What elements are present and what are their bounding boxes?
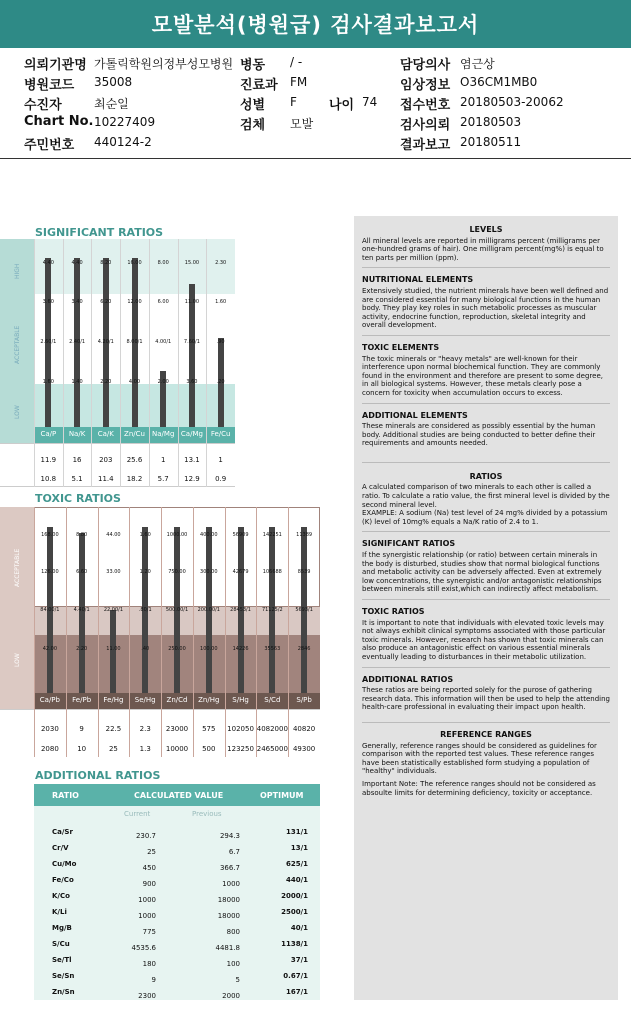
marker-label: 33.00	[106, 569, 121, 575]
marker-label: 1.60	[42, 379, 54, 385]
marker-label: 4.40/1	[73, 607, 90, 613]
age-value: 74	[362, 95, 378, 109]
marker-label: 250.00	[168, 646, 186, 652]
marker-label: 2.40/1	[69, 339, 86, 345]
ratio-label: Mg/B	[52, 924, 72, 932]
receipt-label: 접수번호	[400, 98, 451, 113]
toxic-ratios-text: It is important to note that individuals with elevated toxic levels may not always exhibit clinical symptoms associated with those particular toxic minerals. However, research has shown that toxic minerals can also produce an antagonistic effect on various essential minerals eventually leading to disturbances in their metabolic utilization.	[362, 618, 606, 661]
marker-label: 3.40	[71, 299, 83, 305]
previous-value: 1.3	[139, 745, 151, 753]
optimum-value: 13/1	[290, 844, 308, 852]
ratios-example: EXAMPLE: A sodium (Na) test level of 24 mg% divided by a potassium (K) level of 10mg% equals a Na/K ratio of 2.4 to 1.	[362, 509, 608, 526]
side-label: HIGH	[14, 263, 21, 279]
hospital-code-label: 병원코드	[24, 78, 75, 93]
reference-note: Important Note: The reference ranges should not be considered as absoulte limits for determining deficiency, toxicity or acceptance.	[362, 779, 596, 797]
significant-ratios-text: If the synergistic relationship (or ratio) between certain minerals in the body is disturbed, studies show that normal biological functions and metabolic activity can be adversely affected. Even at extremely low concentrations, the synergistic and/or antagonistic relationships between minerals still exist,which can indirectly affect metabolism.	[362, 551, 602, 594]
toxic-elements-heading: TOXIC ELEMENTS	[362, 342, 440, 352]
marker-label: 14226	[232, 646, 249, 652]
sex-value: F	[290, 95, 297, 109]
previous-value: 123250	[227, 745, 254, 753]
column-divider	[63, 239, 64, 487]
column-divider	[149, 239, 150, 487]
marker-label: 28453/1	[230, 607, 251, 613]
previous-value: 100	[226, 960, 240, 968]
current-value: 2030	[40, 725, 59, 733]
current-value: 180	[142, 960, 156, 968]
current-value: 16	[72, 456, 82, 464]
marker-label: 2.20	[100, 379, 112, 385]
previous-value: 0.9	[215, 475, 227, 483]
clinical-value: O36CM1MB0	[460, 75, 538, 89]
marker-label: 5693/1	[295, 607, 313, 613]
previous-value: 10000	[165, 745, 189, 753]
dept-value: FM	[290, 75, 308, 89]
marker-label: 16.00	[127, 260, 142, 266]
specimen-value: 모발	[290, 117, 314, 131]
significant-ratios-heading: SIGNIFICANT RATIOS	[362, 539, 456, 549]
side-label: ACCEPTABLE	[14, 325, 21, 364]
marker-label: .20	[216, 379, 225, 385]
dept-label: 진료과	[240, 78, 278, 93]
marker-label: 2.30	[215, 260, 227, 266]
column-label: Na/Mg	[152, 430, 175, 438]
previous-value: 366.7	[219, 864, 240, 872]
specimen-label: 검체	[240, 118, 266, 133]
previous-value: 18000	[217, 912, 240, 920]
previous-header: Previous	[192, 810, 222, 818]
additional-ratios-table	[34, 784, 320, 1000]
marker-label: 3.60	[42, 299, 54, 305]
doctor-value: 염근상	[460, 57, 495, 71]
optimum-value: 1138/1	[281, 940, 308, 948]
column-divider	[34, 507, 35, 757]
marker-label: 8.00/1	[126, 339, 143, 345]
column-divider	[34, 239, 35, 487]
resident-label: 주민번호	[24, 138, 75, 153]
column-divider	[161, 507, 162, 757]
marker-label: 300.00	[200, 569, 218, 575]
column-divider	[288, 507, 289, 757]
marker-label: 100.00	[200, 646, 218, 652]
request-value: 20180503	[460, 115, 522, 129]
marker-label: 8.20	[100, 260, 112, 266]
chart-no-label: Chart No.	[24, 114, 94, 129]
column-label: Fe/Hg	[103, 696, 124, 704]
current-value: 9	[79, 725, 84, 733]
previous-value: 11.4	[97, 475, 114, 483]
report-label: 결과보고	[400, 138, 451, 153]
marker-label: 7.60/1	[183, 339, 200, 345]
marker-label: 200.00/1	[197, 607, 220, 613]
current-value: 2.3	[139, 725, 151, 733]
toxic-ratios-heading: TOXIC RATIOS	[362, 607, 425, 616]
marker-label: 1.60	[139, 532, 151, 538]
column-label: Zn/Hg	[198, 696, 220, 704]
divider	[362, 335, 610, 336]
current-value: 40820	[292, 725, 316, 733]
table-header	[34, 784, 320, 806]
marker-label: 500.00/1	[165, 607, 189, 613]
previous-value: 18000	[217, 896, 240, 904]
ratio-label: Fe/Co	[52, 876, 74, 884]
current-value: 23000	[165, 725, 189, 733]
column-label: Ca/K	[97, 430, 114, 438]
report-title: 모발분석(병원급) 검사결과보고서	[0, 0, 631, 48]
previous-value: 800	[226, 928, 240, 936]
column-label: S/Pb	[296, 696, 312, 704]
marker-label: 4.00	[128, 379, 141, 385]
additional-elements-heading: ADDITIONAL ELEMENTS	[362, 410, 468, 420]
marker-label: 4.40	[71, 260, 83, 266]
previous-value: 6.7	[228, 848, 240, 856]
ratio-label: Zn/Sn	[52, 988, 75, 996]
nutritional-text: Extensively studied, the nutrient minerals have been well defined and are considered essential for many biological functions in the human body. They play key roles in such metabolic processes as muscular activity, endocrine function, reproduction, skeletal integrity and overall development.	[362, 286, 609, 330]
column-divider	[66, 507, 67, 757]
marker-label: 11.00	[184, 299, 200, 305]
column-label: Ca/P	[40, 430, 57, 438]
previous-value: 10.8	[40, 475, 57, 483]
divider	[362, 722, 610, 723]
report-value: 20180511	[460, 135, 522, 149]
divider	[362, 667, 610, 668]
optimum-value: 40/1	[290, 924, 308, 932]
current-value: 25	[147, 848, 156, 856]
ratio-label: K/Li	[52, 908, 67, 916]
doctor-label: 담당의사	[400, 58, 451, 73]
ratio-header: RATIO	[52, 791, 79, 800]
examinee-label: 수진자	[24, 98, 62, 113]
marker-label: 142251	[262, 532, 282, 538]
side-label: ACCEPTABLE	[14, 548, 21, 587]
divider	[0, 158, 631, 159]
ratio-label: K/Co	[52, 892, 70, 900]
marker-label: .40	[141, 646, 150, 652]
clinical-label: 임상정보	[400, 78, 451, 93]
column-divider	[91, 239, 92, 487]
current-value: 230.7	[135, 832, 156, 840]
previous-value: 5	[235, 976, 240, 984]
marker-label: 22.00/1	[103, 607, 124, 613]
previous-value: 2465000	[256, 745, 288, 753]
ratio-label: Cu/Mo	[52, 860, 77, 868]
marker-label: 1.40	[71, 379, 83, 385]
previous-value: 12.9	[184, 475, 200, 483]
marker-label: 2846	[297, 646, 311, 652]
marker-label: 750.00	[168, 569, 186, 575]
ratios-text: A calculated comparison of two minerals to each other is called a ratio. To calculate a ratio value, the first mineral level is divided by the second mineral level.	[362, 483, 610, 509]
marker-label: 84.00/1	[40, 607, 60, 613]
reference-text: Generally, reference ranges should be considered as guidelines for comparison with the reported test values. These reference ranges have been statistically established form studying a population of "healthy" individuals.	[362, 741, 597, 776]
additional-title: ADDITIONAL RATIOS	[35, 769, 161, 782]
column-label: Na/K	[68, 430, 86, 438]
optimum-value: 37/1	[290, 956, 308, 964]
optimum-value: 167/1	[285, 988, 308, 996]
previous-value: 49300	[292, 745, 316, 753]
marker-label: 1.20	[139, 569, 151, 575]
current-value: 775	[142, 928, 156, 936]
marker-label: 35563	[264, 646, 281, 652]
column-divider	[120, 239, 121, 487]
resident-value: 440124-2	[94, 135, 152, 149]
previous-value: 1000	[222, 880, 240, 888]
marker-label: 11389	[296, 532, 313, 538]
chart-no-value: 10227409	[94, 115, 156, 129]
marker-label: 6.00	[157, 299, 169, 305]
marker-label: 1.60	[215, 299, 227, 305]
column-divider	[193, 507, 194, 757]
marker-label: 4.20/1	[97, 339, 114, 345]
previous-value: 5.1	[71, 475, 83, 483]
column-divider	[256, 507, 257, 757]
marker-label: 4.40	[42, 260, 54, 266]
marker-label: 168.00	[41, 532, 59, 538]
column-label: Ca/Pb	[39, 696, 60, 704]
significant-title: SIGNIFICANT RATIOS	[35, 226, 164, 239]
previous-value: 500	[202, 745, 216, 753]
marker-label: 11.00	[106, 646, 121, 652]
ratio-bar	[189, 284, 195, 427]
optimum-value: 2000/1	[281, 892, 308, 900]
marker-label: 8.00	[157, 260, 169, 266]
ratios-heading: RATIOS	[469, 471, 503, 481]
marker-label: 2.00	[157, 379, 169, 385]
marker-label: 3.60	[186, 379, 198, 385]
optimum-value: 0.67/1	[283, 972, 308, 980]
column-label: Zn/Cu	[124, 430, 145, 438]
marker-label: 15.00	[184, 260, 200, 266]
current-value: 1	[218, 456, 223, 464]
institution-label: 의뢰기관명	[24, 58, 87, 73]
current-value: 900	[142, 880, 156, 888]
current-value: 203	[99, 456, 113, 464]
current-value: 25.6	[126, 456, 143, 464]
current-header: Current	[124, 810, 151, 818]
hospital-code-value: 35008	[94, 75, 133, 89]
divider	[362, 267, 610, 268]
optimum-value: 2500/1	[281, 908, 308, 916]
ratio-label: Se/Tl	[52, 956, 72, 964]
current-value: 13.1	[184, 456, 200, 464]
column-divider	[98, 507, 99, 757]
optimum-value: 131/1	[285, 828, 308, 836]
ratio-label: S/Cu	[52, 940, 70, 948]
marker-label: 44.00	[106, 532, 121, 538]
values-area	[0, 443, 235, 487]
reference-heading: REFERENCE RANGES	[440, 729, 532, 739]
previous-value: 18.2	[126, 475, 143, 483]
request-label: 검사의뢰	[400, 118, 451, 133]
column-label: Fe/Cu	[210, 430, 231, 438]
explanation-panel	[354, 216, 618, 1000]
current-value: 575	[202, 725, 216, 733]
levels-text: All mineral levels are reported in milligrams percent (milligrams per one-hundred grams of hair). One milligram percent(mg%) is equal to ten parts per million (ppm).	[362, 236, 604, 262]
current-value: 1000	[138, 896, 156, 904]
nutritional-heading: NUTRITIONAL ELEMENTS	[362, 275, 474, 285]
ward-value: / -	[290, 55, 303, 69]
current-value: 102050	[227, 725, 254, 733]
marker-label: .80/1	[138, 607, 152, 613]
previous-value: 5.7	[157, 475, 169, 483]
toxic-title: TOXIC RATIOS	[35, 492, 121, 505]
column-divider	[129, 507, 130, 757]
sex-label: 성별	[240, 98, 266, 113]
column-label: S/Cd	[264, 696, 281, 704]
marker-label: 8539	[297, 569, 311, 575]
divider	[362, 599, 610, 600]
side-label: LOW	[14, 653, 21, 667]
examinee-value: 최순일	[94, 97, 129, 111]
current-value: 9	[151, 976, 156, 984]
current-value: 4535.6	[131, 944, 156, 952]
column-label: Ca/Mg	[180, 430, 203, 438]
previous-value: 2000	[222, 992, 240, 1000]
current-value: 11.9	[40, 456, 57, 464]
marker-label: 71125/2	[261, 607, 283, 613]
additional-ratios-heading: ADDITIONAL RATIOS	[362, 674, 454, 684]
marker-label: 42.00	[42, 646, 58, 652]
divider	[362, 531, 610, 532]
marker-label: 2.60/1	[40, 339, 57, 345]
marker-label: 1000.00	[166, 532, 188, 538]
optimum-value: 625/1	[285, 860, 308, 868]
side-label: LOW	[14, 405, 21, 419]
current-value: 2300	[138, 992, 156, 1000]
current-value: 4082000	[256, 725, 288, 733]
divider	[362, 403, 610, 404]
column-divider	[225, 507, 226, 757]
additional-elements-text: These minerals are considered as possibly essential by the human body. Additional studies are being conducted to better define their requirements and amounts needed.	[362, 422, 596, 448]
marker-label: 106688	[262, 569, 282, 575]
marker-label: 4.00/1	[155, 339, 172, 345]
marker-label: 6.60	[76, 569, 88, 575]
toxic-elements-text: The toxic minerals or "heavy metals" are well-known for their interference upon normal biochemical function. They are commonly found in the environment and therefore are present to some degree, in all biological systems. However, these metals clearly pose a concern for toxicity when accumulation occurs to excess.	[362, 354, 603, 397]
current-value: 1000	[138, 912, 156, 920]
marker-label: .90	[216, 339, 225, 345]
marker-label: 2.20	[76, 646, 88, 652]
ward-label: 병동	[240, 58, 266, 73]
side-strip	[0, 507, 34, 709]
optimum-header: OPTIMUM	[260, 791, 304, 800]
institution-value: 가톨릭학원의정부성모병원	[94, 57, 234, 71]
additional-ratios-text: These ratios are being reported solely for the purose of gathering research data. This information will then be used to help the attending health-care professional in evaluating their impact upon health.	[362, 686, 610, 712]
previous-value: 294.3	[219, 832, 240, 840]
current-value: 22.5	[105, 725, 122, 733]
column-label: S/Hg	[232, 696, 249, 704]
ratio-label: Cr/V	[52, 844, 69, 852]
marker-label: 6.20	[100, 299, 112, 305]
levels-heading: LEVELS	[469, 225, 503, 234]
marker-label: 126.00	[41, 569, 59, 575]
calc-header: CALCULATED VALUE	[134, 791, 224, 800]
optimum-value: 440/1	[285, 876, 308, 884]
marker-label: 400.00	[200, 532, 218, 538]
column-divider	[206, 239, 207, 487]
previous-value: 10	[77, 745, 87, 753]
column-label: Se/Hg	[134, 696, 156, 704]
current-value: 450	[142, 864, 156, 872]
marker-label: 42679	[232, 569, 249, 575]
column-divider	[178, 239, 179, 487]
current-value: 1	[160, 456, 166, 464]
marker-label: 56909	[232, 532, 249, 538]
column-label: Fe/Pb	[72, 696, 92, 704]
column-label: Zn/Cd	[166, 696, 188, 704]
previous-value: 4481.8	[215, 944, 240, 952]
receipt-value: 20180503-20062	[460, 95, 564, 109]
marker-label: 12.00	[127, 299, 142, 305]
ratio-label: Ca/Sr	[52, 828, 73, 836]
divider	[362, 462, 610, 463]
marker-label: 8.80	[76, 532, 88, 538]
ratio-label: Se/Sn	[52, 972, 75, 980]
previous-value: 25	[108, 745, 118, 753]
previous-value: 2080	[40, 745, 59, 753]
age-label: 나이	[329, 98, 355, 113]
